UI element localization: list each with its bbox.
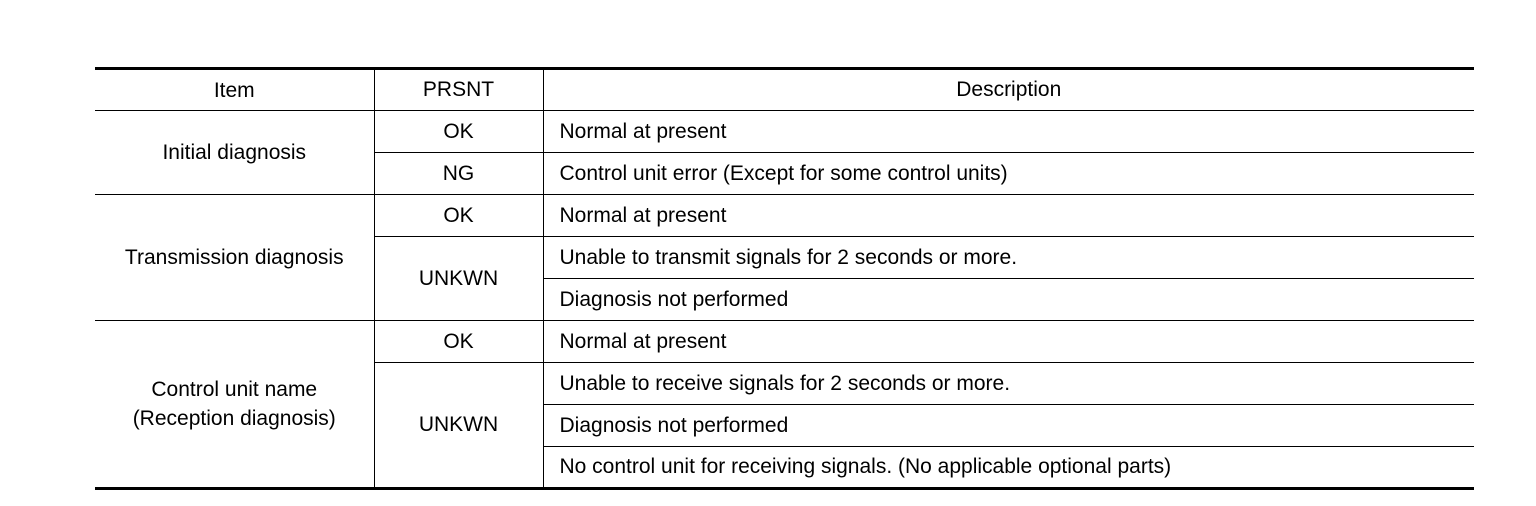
header-prsnt: PRSNT — [374, 69, 543, 111]
description-cell: Unable to receive signals for 2 seconds or more. — [543, 363, 1474, 405]
prsnt-cell: OK — [374, 111, 543, 153]
header-description: Description — [543, 69, 1474, 111]
description-cell: Normal at present — [543, 321, 1474, 363]
item-label: (Reception diagnosis) — [132, 407, 336, 430]
prsnt-cell: UNKWN — [374, 237, 543, 321]
diagnosis-table — [95, 67, 1474, 490]
prsnt-cell: UNKWN — [374, 363, 543, 489]
item-cell — [95, 111, 374, 195]
table-row — [95, 195, 1474, 237]
item-cell — [95, 195, 374, 321]
prsnt-cell: NG — [374, 153, 543, 195]
header-row — [95, 69, 1474, 111]
prsnt-cell: OK — [374, 195, 543, 237]
item-label: Control unit name — [151, 378, 318, 401]
description-cell: No control unit for receiving signals. (No applicable optional parts) — [543, 447, 1474, 489]
prsnt-cell: OK — [374, 321, 543, 363]
description-cell: Normal at present — [543, 195, 1474, 237]
item-label: Transmission diagnosis — [124, 246, 344, 269]
header-item: Item — [95, 69, 374, 111]
item-label: Initial diagnosis — [162, 141, 307, 164]
description-cell: Diagnosis not performed — [543, 405, 1474, 447]
description-cell: Diagnosis not performed — [543, 279, 1474, 321]
description-cell: Unable to transmit signals for 2 seconds or more. — [543, 237, 1474, 279]
item-cell — [95, 321, 374, 489]
description-cell: Control unit error (Except for some control units) — [543, 153, 1474, 195]
table-row — [95, 321, 1474, 363]
table-row — [95, 111, 1474, 153]
description-cell: Normal at present — [543, 111, 1474, 153]
